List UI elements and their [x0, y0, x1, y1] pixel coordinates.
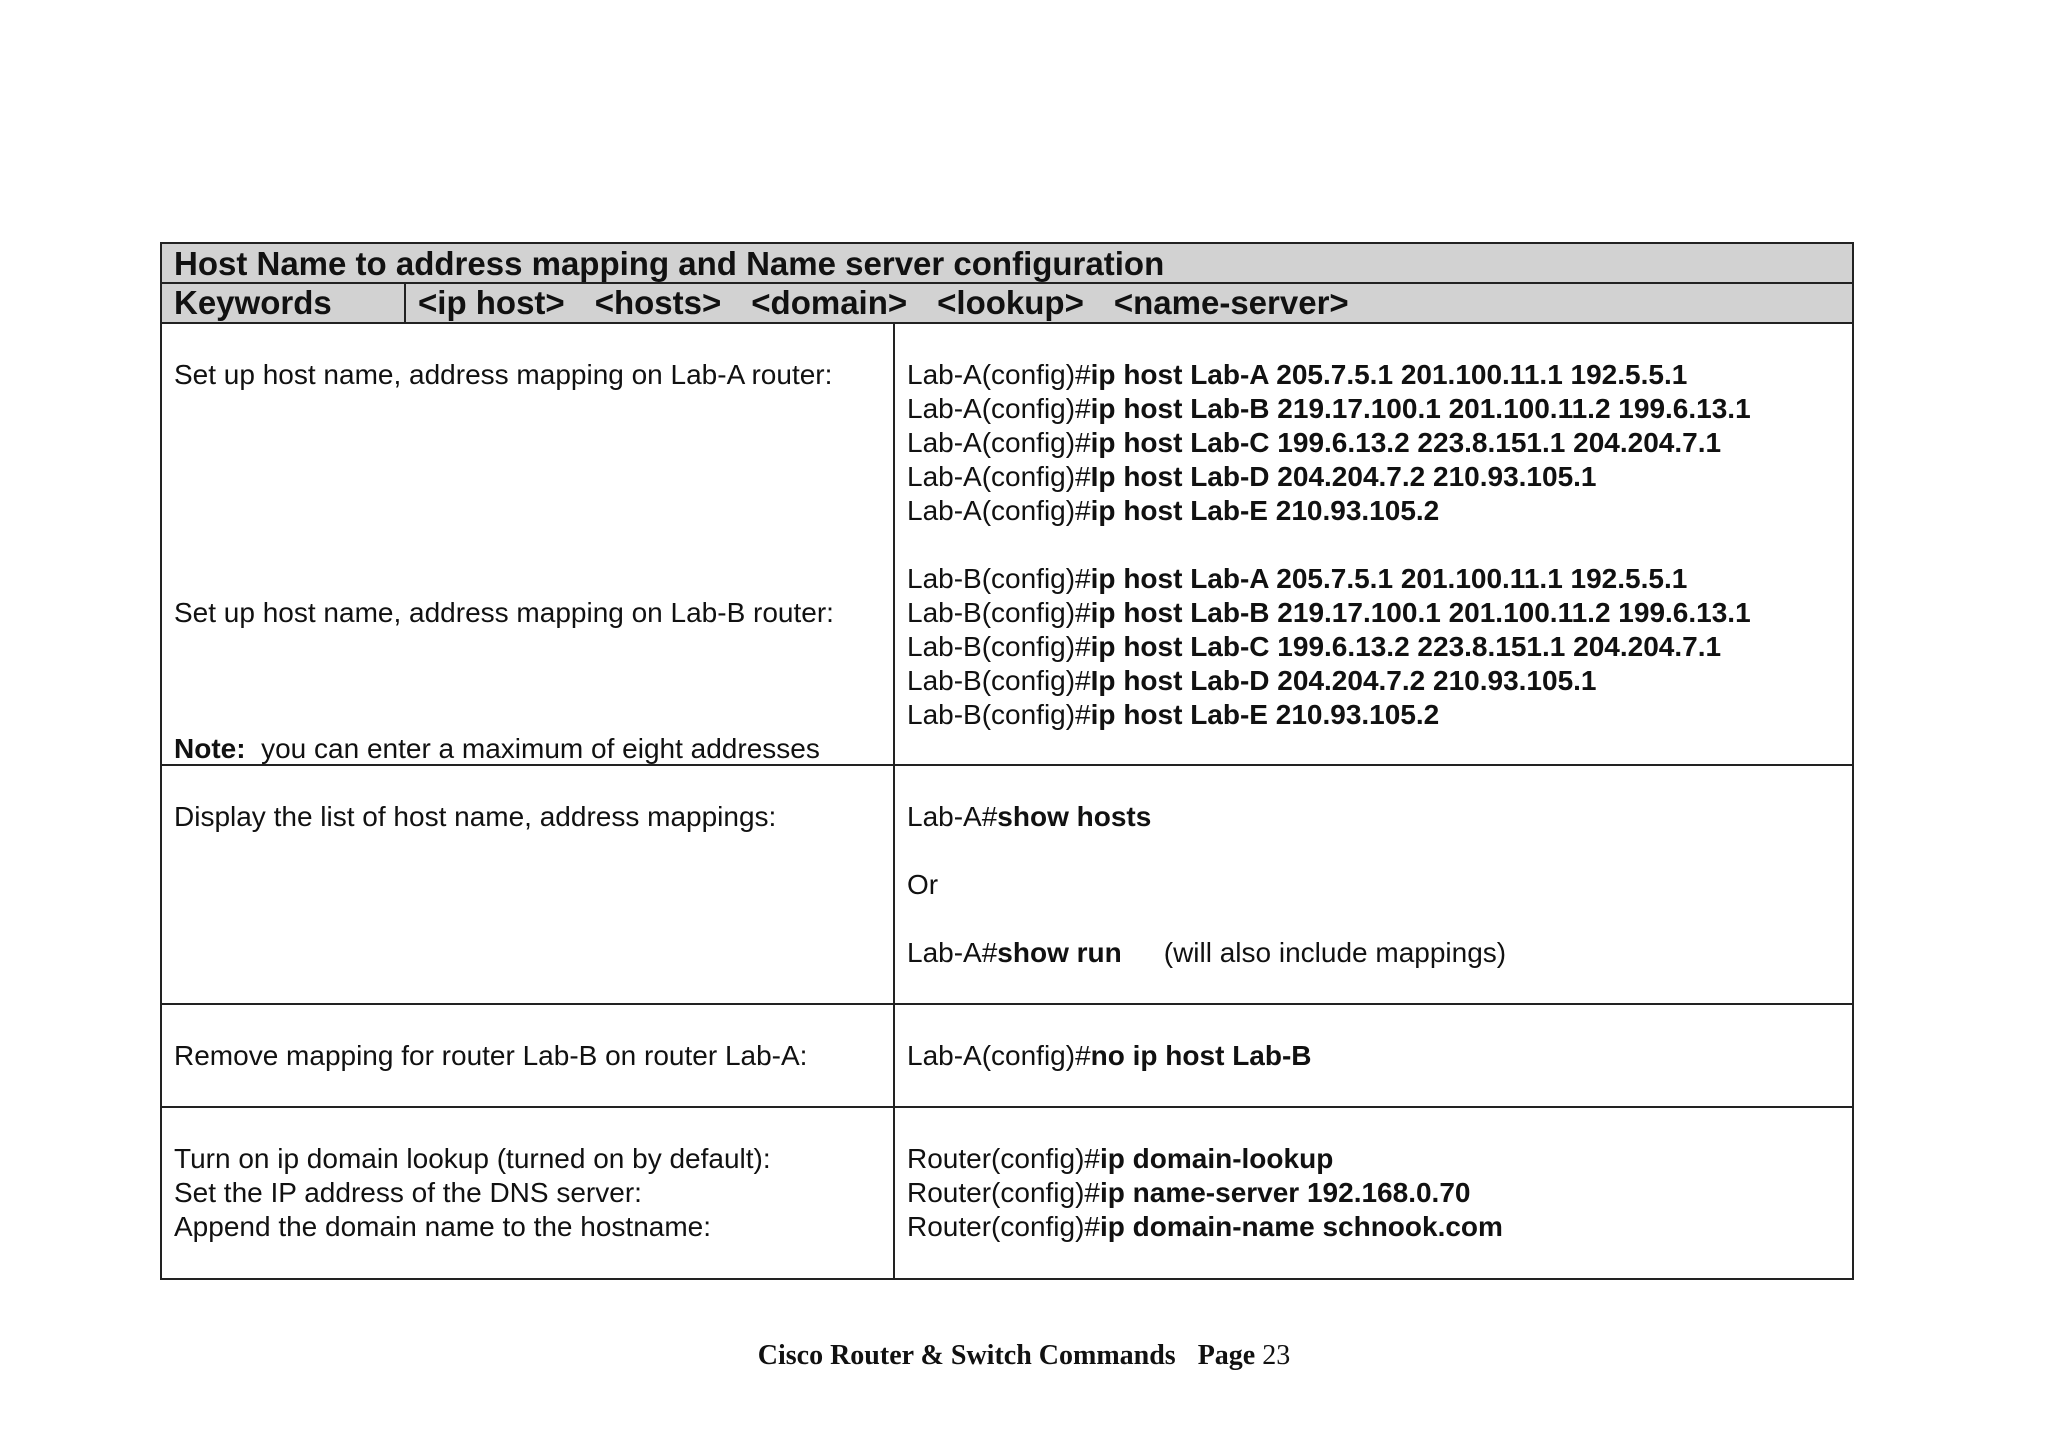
- cli-prompt: Lab-B(config)#: [907, 631, 1091, 662]
- cli-prompt: Lab-A(config)#: [907, 1040, 1091, 1071]
- cli-prompt: Lab-B(config)#: [907, 665, 1091, 696]
- cli-command: ip host Lab-C 199.6.13.2 223.8.151.1 204.204.7.1: [1090, 427, 1722, 458]
- table-row: [162, 324, 1852, 766]
- command-line: [907, 392, 1751, 426]
- cli-command: ip host Lab-C 199.6.13.2 223.8.151.1 204.204.7.1: [1090, 631, 1722, 662]
- cli-command: no ip host Lab-B: [1090, 1040, 1312, 1071]
- command-line: [907, 1176, 1470, 1210]
- table-row: [162, 766, 1852, 1005]
- cli-prompt: Lab-A(config)#: [907, 393, 1091, 424]
- cli-prompt: Lab-B(config)#: [907, 597, 1091, 628]
- cli-prompt: Lab-B(config)#: [907, 699, 1091, 730]
- keyword: <domain>: [751, 284, 908, 321]
- cli-prompt: Lab-A#: [907, 801, 998, 832]
- cli-prompt: Lab-A(config)#: [907, 461, 1091, 492]
- table-title: Host Name to address mapping and Name server configuration: [162, 244, 1852, 284]
- description-text: Turn on ip domain lookup (turned on by default):: [174, 1143, 771, 1174]
- cli-command: ip host Lab-E 210.93.105.2: [1090, 495, 1440, 526]
- cli-command: ip domain-name schnook.com: [1099, 1211, 1503, 1242]
- note-label: Note:: [174, 733, 246, 764]
- page-footer: [0, 1340, 2048, 1372]
- command-line: [907, 698, 1439, 732]
- cli-prompt: Lab-A(config)#: [907, 495, 1091, 526]
- command-line: [907, 1142, 1333, 1176]
- page-number: 23: [1262, 1340, 1291, 1371]
- description-cell: [162, 324, 895, 764]
- keyword: <lookup>: [937, 284, 1084, 321]
- description-cell: [162, 1005, 895, 1106]
- command-line: [907, 426, 1721, 460]
- command-line: [907, 800, 1151, 834]
- cli-command: ip host Lab-B 219.17.100.1 201.100.11.2 199.6.13.1: [1090, 597, 1751, 628]
- keywords-row: [162, 284, 1852, 324]
- description-text: Set up host name, address mapping on Lab-A router:: [174, 359, 833, 390]
- cli-prompt: Lab-A(config)#: [907, 359, 1091, 390]
- cli-prompt: Router(config)#: [907, 1211, 1100, 1242]
- cli-prompt: Lab-B(config)#: [907, 563, 1091, 594]
- command-table: [160, 242, 1854, 1280]
- table-row: [162, 1005, 1852, 1108]
- command-cell: [895, 1108, 1852, 1278]
- cli-prompt: Router(config)#: [907, 1143, 1100, 1174]
- command-line: [907, 596, 1751, 630]
- cli-command: Ip host Lab-D 204.204.7.2 210.93.105.1: [1090, 461, 1597, 492]
- cli-command: show run: [997, 937, 1122, 968]
- cli-command: ip domain-lookup: [1099, 1143, 1334, 1174]
- command-cell: [895, 1005, 1852, 1106]
- command-line: [907, 630, 1721, 664]
- cli-command: ip name-server 192.168.0.70: [1099, 1177, 1471, 1208]
- keywords-label: Keywords: [162, 284, 406, 322]
- keyword: <ip host>: [418, 284, 565, 321]
- cli-prompt: Router(config)#: [907, 1177, 1100, 1208]
- table-row: [162, 1108, 1852, 1278]
- cli-command: ip host Lab-E 210.93.105.2: [1090, 699, 1440, 730]
- cli-command: Ip host Lab-D 204.204.7.2 210.93.105.1: [1090, 665, 1597, 696]
- command-cell: [895, 766, 1852, 1003]
- cli-command: ip host Lab-A 205.7.5.1 201.100.11.1 192.5.5.1: [1090, 563, 1688, 594]
- command-line: [907, 358, 1687, 392]
- keyword: <hosts>: [594, 284, 722, 321]
- cli-comment: (will also include mappings): [1163, 937, 1507, 968]
- cli-prompt: Lab-A#: [907, 937, 998, 968]
- cli-command: ip host Lab-A 205.7.5.1 201.100.11.1 192.5.5.1: [1090, 359, 1688, 390]
- description-text: Display the list of host name, address mappings:: [174, 801, 777, 832]
- note-text: you can enter a maximum of eight addresses: [261, 733, 820, 764]
- cli-command: show hosts: [997, 801, 1152, 832]
- command-line: [907, 664, 1597, 698]
- description-text: Set the IP address of the DNS server:: [174, 1177, 642, 1208]
- command-line: [907, 460, 1597, 494]
- description-text: Append the domain name to the hostname:: [174, 1211, 712, 1242]
- description-cell: [162, 1108, 895, 1278]
- command-cell: [895, 324, 1852, 764]
- command-line: [907, 936, 1506, 970]
- command-line: [907, 562, 1687, 596]
- description-cell: [162, 766, 895, 1003]
- page-label: Page: [1197, 1340, 1256, 1371]
- or-text: Or: [907, 869, 939, 900]
- command-line: [907, 1039, 1312, 1073]
- note-line: [174, 732, 820, 766]
- description-text: Set up host name, address mapping on Lab-B router:: [174, 597, 834, 628]
- description-text: Remove mapping for router Lab-B on router Lab-A:: [174, 1040, 808, 1071]
- command-line: [907, 494, 1439, 528]
- command-line: [907, 1210, 1503, 1244]
- keyword: <name-server>: [1113, 284, 1349, 321]
- footer-title: Cisco Router & Switch Commands: [757, 1340, 1176, 1371]
- keywords-list: [406, 284, 1379, 322]
- cli-command: ip host Lab-B 219.17.100.1 201.100.11.2 199.6.13.1: [1090, 393, 1751, 424]
- cli-prompt: Lab-A(config)#: [907, 427, 1091, 458]
